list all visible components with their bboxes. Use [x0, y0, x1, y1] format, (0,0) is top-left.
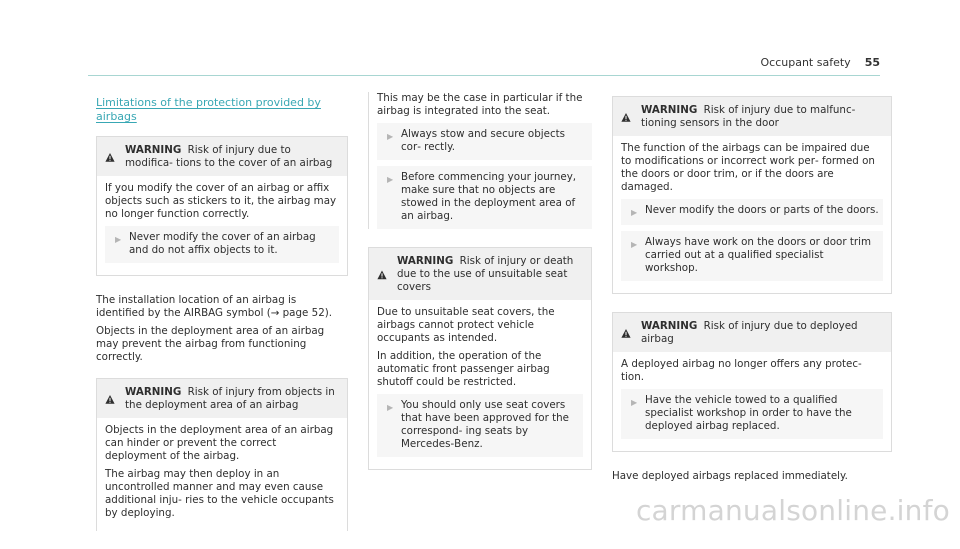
body-text: The installation location of an airbag is identified by the AIRBAG symbol (→ page 52).	[96, 294, 333, 319]
warning-header	[369, 248, 591, 300]
warning-triangle-icon	[105, 387, 115, 412]
instruction-step	[377, 123, 592, 160]
arrow-right-icon: ▶	[631, 240, 638, 249]
warning-triangle-icon	[621, 105, 631, 130]
page-number: 55	[864, 56, 880, 69]
header-rule	[88, 75, 880, 76]
step-text: Never modify the doors or parts of the doors.	[645, 204, 879, 216]
warning-box-door-sensors	[612, 96, 892, 294]
body-text: Objects in the deployment area of an airbag may prevent the airbag from functioning correctly.	[96, 325, 325, 363]
warning-headline: Risk of injury or death due to the use of unsuitable seat covers	[397, 255, 574, 293]
arrow-right-icon: ▶	[387, 175, 394, 184]
warning-headline: Risk of injury due to malfunc‑ tioning sensors in the door	[641, 104, 856, 129]
arrow-right-icon: ▶	[631, 398, 638, 407]
warning-continuation	[368, 92, 592, 229]
warning-text: Objects in the deployment area of an airbag can hinder or prevent the correct deployment of the airbag.	[105, 424, 334, 462]
warning-text: Due to unsuitable seat covers, the airbags cannot protect vehicle occupants as intended.	[377, 306, 555, 344]
warning-label: WARNING	[125, 144, 182, 156]
step-text: Have the vehicle towed to a qualified specialist workshop in order to have the deployed airbag replaced.	[645, 394, 852, 432]
warning-headline: Risk of injury due to deployed airbag	[641, 320, 858, 345]
instruction-step	[621, 231, 883, 281]
instruction-step	[621, 389, 883, 439]
warning-triangle-icon	[377, 256, 387, 294]
page-header	[761, 56, 880, 69]
arrow-right-icon: ▶	[387, 403, 394, 412]
section-title[interactable]: Limitations of the protection provided by airbags	[96, 96, 321, 123]
warning-box-modification	[96, 136, 348, 276]
section-name: Occupant safety	[760, 56, 851, 69]
warning-box-objects	[96, 378, 348, 531]
warning-text: The function of the airbags can be impaired due to modifications or incorrect work per‑ formed on the doors or door trim, or if the doors are damaged.	[621, 142, 875, 193]
column-2	[368, 92, 592, 488]
arrow-right-icon: ▶	[631, 208, 638, 217]
warning-label: WARNING	[125, 386, 182, 398]
warning-text: The airbag may then deploy in an uncontrolled manner and may even cause additional inju‑ ries to the vehicle occupants by deploying.	[105, 468, 334, 519]
warning-header	[97, 137, 347, 176]
warning-text: If you modify the cover of an airbag or affix objects such as stickers to it, the airbag may no longer function correctly.	[105, 182, 337, 220]
column-1	[96, 96, 348, 549]
column-3	[612, 96, 892, 488]
warning-label: WARNING	[641, 104, 698, 116]
instruction-step	[621, 199, 883, 225]
instruction-step	[377, 394, 583, 457]
step-text: You should only use seat covers that have been approved for the correspond‑ ing seats by Mercedes‑Benz.	[401, 399, 569, 450]
warning-header	[613, 313, 891, 352]
warning-triangle-icon	[105, 145, 115, 170]
arrow-right-icon: ▶	[115, 235, 122, 244]
warning-headline: Risk of injury due to modifica‑ tions to the cover of an airbag	[125, 144, 333, 169]
step-text: Always stow and secure objects cor‑ rectly.	[401, 128, 566, 153]
warning-text: This may be the case in particular if the airbag is integrated into the seat.	[377, 92, 583, 117]
warning-headline: Risk of injury from objects in the deployment area of an airbag	[125, 386, 335, 411]
warning-text: In addition, the operation of the automatic front passenger airbag shutoff could be restricted.	[377, 350, 550, 388]
warning-triangle-icon	[621, 321, 631, 346]
instruction-step	[105, 226, 339, 263]
warning-header	[97, 379, 347, 418]
warning-box-deployed-airbag	[612, 312, 892, 452]
warning-text: A deployed airbag no longer offers any protec‑ tion.	[621, 358, 862, 383]
arrow-right-icon: ▶	[387, 132, 394, 141]
instruction-step	[377, 166, 592, 229]
warning-label: WARNING	[641, 320, 698, 332]
warning-label: WARNING	[397, 255, 454, 267]
step-text: Before commencing your journey, make sure that no objects are stowed in the deployment area of an airbag.	[401, 171, 577, 222]
warning-header	[613, 97, 891, 136]
step-text: Always have work on the doors or door trim carried out at a qualified specialist workshop.	[645, 236, 871, 274]
warning-box-seat-covers	[368, 247, 592, 470]
step-text: Never modify the cover of an airbag and do not affix objects to it.	[129, 231, 316, 256]
body-text: Have deployed airbags replaced immediately.	[612, 470, 848, 482]
watermark: carmanualsonline.info	[635, 494, 950, 527]
